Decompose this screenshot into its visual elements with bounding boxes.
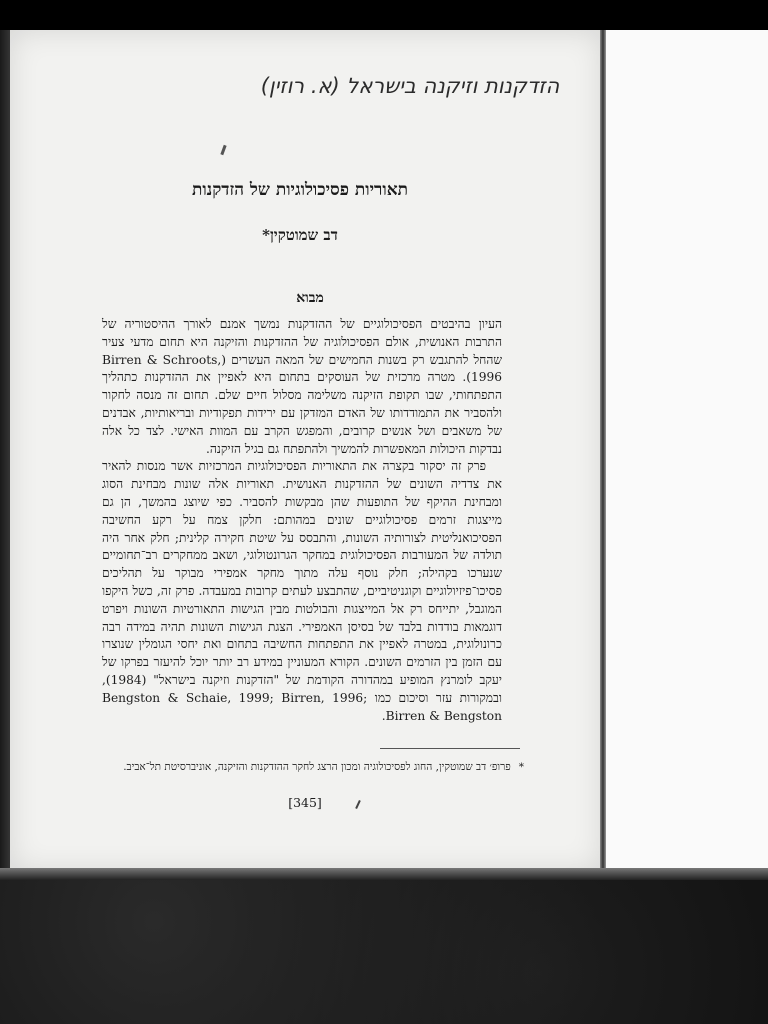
scan-top-edge — [0, 0, 768, 34]
chapter-author: דב שמוטקין* — [262, 226, 338, 244]
scan-bottom-edge — [0, 868, 768, 880]
chapter-title: תאוריות פסיכולוגיות של הזדקנות — [191, 180, 409, 200]
paragraph: העיון בהיבטים הפסיכולוגיים של ההזדקנות נמשך אמנם לאורך ההיסטוריה של התרבות האנושית, אולם הפסיכולוגיה של ההזדקנות והזיקנה היא תחום מדעי צעיר שהחל להתגבש רק בשנות החמישים של המאה העשרים (Birren & Schroots, 1996). מטרה מרכזית של העוסקים בתחום היא לאפיין את ההזדקנות כתהליך התפתחותי, שבו תקופת הזיקנה משלימה מסלול חיים שלם. תחום זה מנסה לחקור ולהסביר את התמודדותו של האדם המזדקן עם ירידות תפקודיות ובריאותיות, אבדנים של משאבים ושל אנשים קרובים, והמפגש הקרב עם המוות האישי. לצד כל אלה נבדקות היכולות המאפשרות להמשיך ולהתפתח גם בגיל הזיקנה. — [102, 317, 502, 456]
section-heading: מבוא — [296, 290, 324, 306]
book-gutter — [600, 30, 606, 872]
body-text — [102, 316, 502, 725]
footnote-divider — [380, 748, 520, 749]
page-number: [345] — [288, 795, 322, 810]
facing-page — [602, 30, 768, 872]
footnote-text: פרופ׳ דב שמוטקין, החוג לפסיכולוגיה ומכון הרצג לחקר ההזדקנות והזיקנה, אוניברסיטת תל־אביב. — [123, 761, 511, 773]
footnote — [100, 760, 524, 775]
handwritten-note: הזדקנות וזיקנה בישראל (א. רוזין) — [260, 74, 560, 98]
paragraph: פרק זה יסקור בקצרה את התאוריות הפסיכולוגיות המרכזיות אשר מנסות להאיר את צדדיה השונים של ההזדקנות האנושית. תאוריות אלה שונות מבחינת הסוג ומבחינת ההיקף של התופעות שהן מבקשות להסביר. כפי שיוצג בהמשך, הן גם מייצגות זרמים פסיכולוגיים שונים במהותם: חלקן צמח על רקע החשיבה הפסיכואנליטית לצורותיה השונות, והתבסס על שיטת חקירה קלינית; חלק אחר היה תולדה של המעורבות הפסיכולוגית במחקר הגרונטולוגי, ושאב ממחקרים רב־תחומיים שנערכו בקהילה; חלק נוסף עלה מתוך מחקר אמפירי מבוקר על תהליכים פסיכו־פיזיולוגיים וקוגניטיביים, שהתבצע לעתים קרובות במעבדה. פרק זה, כשל היקפו המוגבל, יתייחס רק אל המייצגות והבולטות מבין הגישות התאורטיות השונות ויפרט דוגמאות בודדות בלבד של בסיסן האמפירי. הצגת הגישות השונות תהיה במידה רבה כרונולוגית, במטרה לאפיין את התפתחות החשיבה בתחום ואת יחסי הגומלין שנוצרו עם הזמן בין הזרמים השונים. הקורא המעוניין במידע רב יותר יוכל להיעזר בפרקו של יעקב לומרנץ המופיע במהדורה הקודמת של "הזדקנות וזיקנה בישראל" (1984), ובמקורות עזר וסיכום כמו Bengston & Schaie, 1999; Birren, 1996; Birren & Bengston. — [102, 459, 502, 723]
footnote-marker: * — [518, 761, 524, 773]
